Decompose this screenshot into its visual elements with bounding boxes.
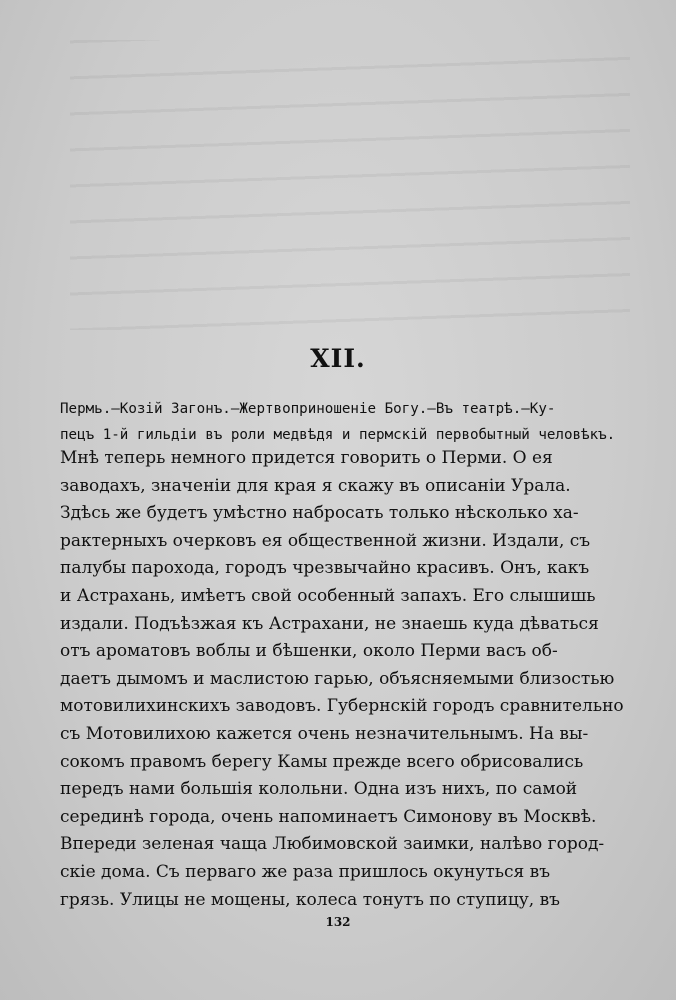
text-line: издали. Подъѣзжая къ Астрахани, не знаешь куда дѣваться — [60, 613, 599, 634]
text-line: серединѣ города, очень напоминаетъ Симонову въ Москвѣ. — [60, 806, 597, 827]
text-line: мотовилихинскихъ заводовъ. Губернскій городъ сравнительно — [60, 696, 624, 717]
chapter-heading: XII. — [310, 344, 366, 373]
text-line: съ Мотовилихою кажется очень незначительнымъ. На вы- — [60, 723, 589, 744]
text-line: рактерныхъ очерковъ ея общественной жизни. Издали, съ — [60, 530, 591, 551]
page-number: 132 — [325, 915, 351, 929]
text-line: и Астрахань, имѣетъ свой особенный запахъ. Его слышишь — [60, 585, 596, 606]
text-line: Мнѣ теперь немного придется говорить о Перми. О ея — [60, 448, 553, 468]
text-line: даетъ дымомъ и маслистою гарью, объясняемыми близостью — [60, 668, 615, 689]
text-line: Впереди зеленая чаща Любимовской заимки, налѣво город- — [60, 834, 605, 855]
show-through-texture — [70, 40, 630, 330]
body-text — [60, 445, 630, 914]
text-line: отъ ароматовъ воблы и бѣшенки, около Перми васъ об- — [60, 641, 558, 662]
text-line: заводахъ, значеніи для края я скажу въ описаніи Урала. — [60, 475, 571, 496]
text-line: передъ нами большія колольни. Одна изъ нихъ, по самой — [60, 779, 578, 800]
text-line: палубы парохода, городъ чрезвычайно красивъ. Онъ, какъ — [60, 558, 590, 579]
text-line: сокомъ правомъ берегу Камы прежде всего обрисовались — [60, 751, 584, 772]
summary-line: Пермь.—Козій Загонъ.—Жертвоприношеніе Богу.—Въ театрѣ.—Ку- — [60, 401, 556, 417]
summary-line: пецъ 1-й гильдіи въ роли медвѣдя и пермскій первобытный человѣкъ. — [60, 427, 616, 443]
text-line: скіе дома. Съ перваго же раза пришлось окунуться въ — [60, 861, 551, 882]
text-line: Здѣсь же будетъ умѣстно набросать только нѣсколько ха- — [60, 503, 579, 524]
text-line: грязь. Улицы не мощены, колеса тонутъ по ступицу, въ — [60, 889, 560, 910]
chapter-summary — [60, 396, 620, 448]
